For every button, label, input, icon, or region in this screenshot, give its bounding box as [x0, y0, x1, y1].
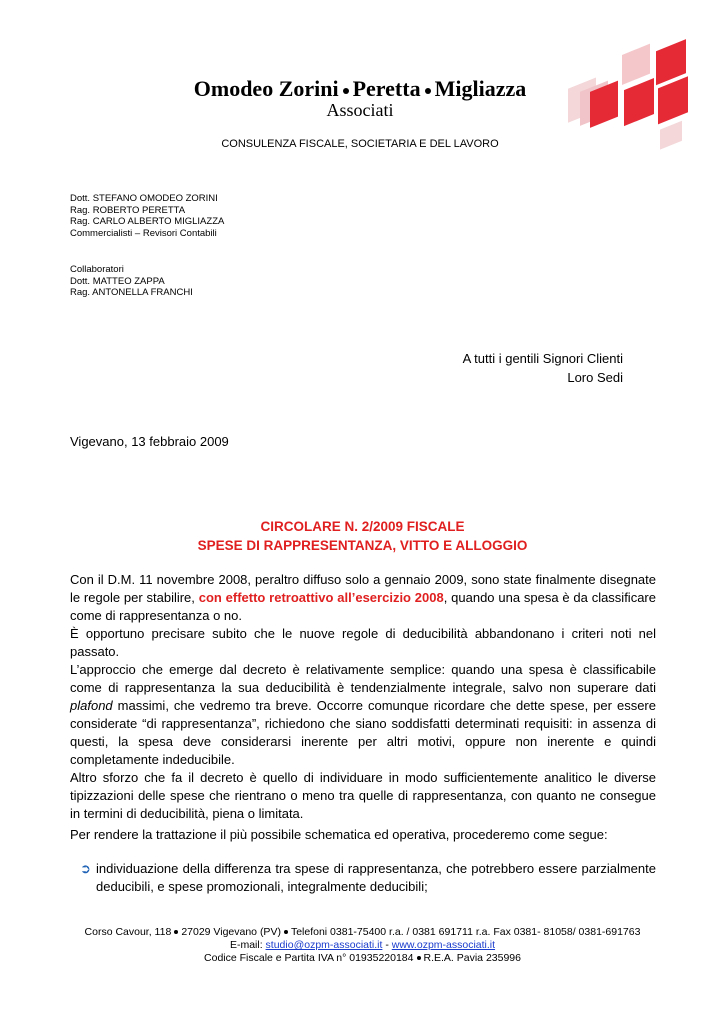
body-paragraph-2: È opportuno precisare subito che le nuove regole di deducibilità abbandonano i criteri noti nel passato.: [70, 626, 656, 659]
italic-term: plafond: [70, 698, 113, 713]
arrow-right-icon: ➲: [80, 861, 91, 876]
collaborators-list: [70, 264, 193, 299]
partner-line: Commercialisti – Revisori Contabili: [70, 227, 217, 239]
firm-name-part-1: Omodeo Zorini: [193, 76, 339, 101]
recipient-block: [463, 349, 623, 387]
recipient-line-2: Loro Sedi: [567, 370, 623, 385]
highlight-text: con effetto retroattivo all’esercizio 2008: [198, 590, 444, 605]
body-paragraph-4: Altro sforzo che fa il decreto è quello di individuare in modo sufficientemente analitico le diverse tipizzazioni delle spese che rientrano o meno tra quelle di rappresentanza, con quanto ne consegue in termini di deducibilità, piena o limitata.: [70, 770, 656, 821]
collaborator-line: Rag. ANTONELLA FRANCHI: [70, 287, 193, 298]
circular-title: CIRCOLARE N. 2/2009 FISCALE: [260, 519, 465, 534]
circular-subject: SPESE DI RAPPRESENTANZA, VITTO E ALLOGGIO: [197, 538, 528, 553]
firm-name: [150, 76, 570, 102]
firm-name-part-3: Migliazza: [434, 76, 527, 101]
partner-line: Rag. ROBERTO PERETTA: [70, 204, 186, 216]
recipient-line-1: A tutti i gentili Signori Clienti: [462, 351, 623, 366]
fiscal-code: Codice Fiscale e Partita IVA n° 01935220184: [204, 952, 414, 964]
firm-tagline: CONSULENZA FISCALE, SOCIETARIA E DEL LAVORO: [221, 138, 499, 150]
letter-body: [70, 571, 656, 823]
body-text: , quando una spesa è da classificare come di rappresentanza o no.: [70, 590, 656, 623]
body-text: massimi, che vedremo tra breve. Occorre comunque ricordare che dette spese, per essere considerate “di rappresentanza”, richiedono che siano soddisfatti determinati requisiti: in assenza di questi, la spesa deve considerarsi inerente per altri motivi, oppure non inerente e quindi completamente indeducibile.: [70, 698, 656, 767]
bullet-dot-icon: [284, 930, 288, 934]
collaborator-line: Dott. MATTEO ZAPPA: [70, 275, 165, 287]
firm-subtitle: Associati: [326, 100, 394, 120]
email-label: E-mail:: [229, 939, 266, 951]
body-paragraph-1: [70, 571, 656, 625]
firm-name-part-2: Peretta: [352, 76, 421, 101]
footer-fiscal: [0, 952, 725, 965]
bullet-dot-icon: [343, 88, 349, 94]
footer-contacts: [0, 939, 725, 952]
footer: [0, 926, 725, 965]
firm-logo: [560, 30, 710, 170]
rea-number: R.E.A. Pavia 235996: [423, 952, 521, 964]
partners-list: [70, 193, 224, 239]
bullet-dot-icon: [425, 88, 431, 94]
bullet-dot-icon: [417, 956, 421, 960]
footer-phones: Telefoni 0381-75400 r.a. / 0381 691711 r.a. Fax 0381- 81058/ 0381-691763: [290, 926, 641, 938]
partner-line: Rag. CARLO ALBERTO MIGLIAZZA: [70, 216, 225, 227]
body-text: L’approccio che emerge dal decreto è relativamente semplice: quando una spesa è classificabile come di rappresentanza la sua deducibilità è tendenzialmente integrale, salvo non superare dati: [70, 662, 656, 695]
bullet-dot-icon: [174, 930, 178, 934]
collaborators-heading: Collaboratori: [70, 264, 124, 275]
partner-line: Dott. STEFANO OMODEO ZORINI: [70, 193, 218, 204]
footer-city: 27029 Vigevano (PV): [181, 926, 281, 938]
footer-address: [0, 926, 725, 939]
bullet-item: [70, 860, 656, 896]
body-paragraph-5: Per rendere la trattazione il più possibile schematica ed operativa, procederemo come segue:: [70, 827, 608, 842]
body-paragraph-3: [70, 661, 656, 769]
circular-heading: [70, 517, 655, 555]
website-link[interactable]: www.ozpm-associati.it: [391, 939, 496, 951]
footer-street: Corso Cavour, 118: [84, 926, 172, 938]
separator: -: [382, 939, 392, 951]
email-link[interactable]: studio@ozpm-associati.it: [265, 939, 383, 951]
bullet-text: individuazione della differenza tra spese di rappresentanza, che potrebbero essere parzialmente deducibili, e spese promozionali, integralmente deducibili;: [96, 861, 656, 894]
letter-date: Vigevano, 13 febbraio 2009: [70, 434, 229, 449]
body-text: Con il D.M. 11 novembre 2008, peraltro diffuso solo a gennaio 2009, sono state finalmente disegnate le regole per stabilire,: [70, 572, 656, 605]
